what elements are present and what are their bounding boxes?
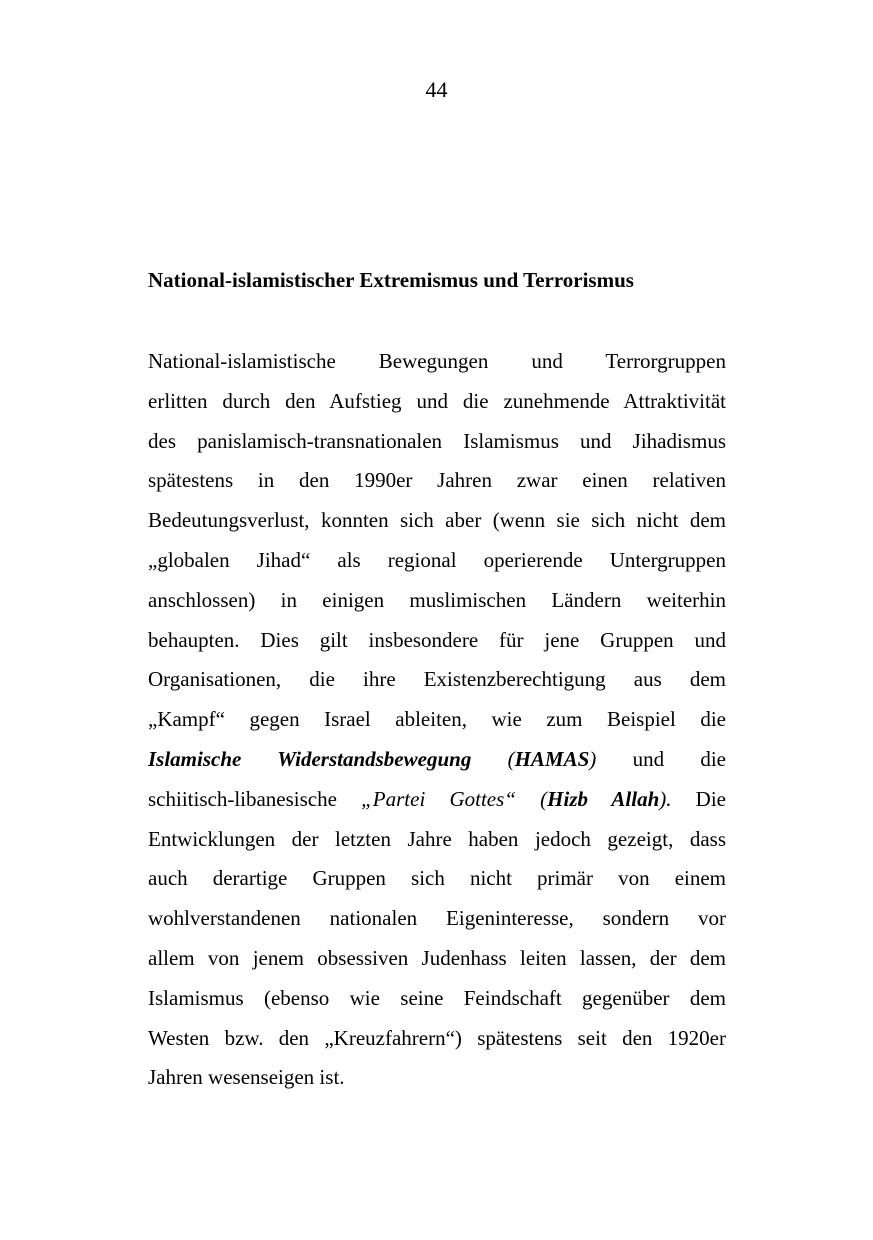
paragraph-line: Organisationen, die ihre Existenzberechtigung aus dem [148, 667, 726, 692]
paragraph-line: erlitten durch den Aufstieg und die zunehmende Attraktivität [148, 388, 726, 413]
paragraph-line: des panislamisch-transnationalen Islamismus und Jihadismus [148, 428, 726, 453]
paren-open: ( [471, 746, 515, 771]
body-paragraph [148, 342, 726, 1098]
paragraph-line: anschlossen) in einigen muslimischen Ländern weiterhin [148, 587, 726, 612]
text-run: Die [671, 786, 726, 811]
paragraph-line: „Kampf“ gegen Israel ableiten, wie zum Beispiel die [148, 707, 726, 732]
text-run: schiitisch-libanesische [148, 786, 362, 811]
paragraph-line [148, 740, 726, 780]
organization-name-partei-gottes: „Partei Gottes“ ( [361, 786, 548, 811]
paragraph-line: National-islamistische Bewegungen und Terrorgruppen [148, 349, 726, 373]
organization-name-hamas-full: Islamische Widerstandsbewegung [148, 746, 472, 771]
page-number: 44 [425, 77, 448, 102]
paren-close: ) [589, 746, 597, 771]
paragraph-line: Islamismus (ebenso wie seine Feindschaft gegenüber dem [148, 985, 726, 1010]
paragraph-line: spätestens in den 1990er Jahren zwar einen relativen [148, 468, 726, 493]
section-heading: National-islamistischer Extremismus und Terrorismus [148, 268, 634, 292]
paragraph-line: Westen bzw. den „Kreuzfahrern“) spätestens seit den 1920er [148, 1025, 726, 1050]
paragraph-line: behaupten. Dies gilt insbesondere für jene Gruppen und [148, 627, 726, 652]
organization-name-hizb-allah: Hizb Allah [547, 786, 660, 811]
paragraph-line: „globalen Jihad“ als regional operierende Untergruppen [148, 547, 726, 572]
paragraph-line: Entwicklungen der letzten Jahre haben jedoch gezeigt, dass [148, 826, 726, 851]
text-run: und die [596, 746, 726, 771]
paragraph-line: allem von jenem obsessiven Judenhass leiten lassen, der dem [148, 945, 726, 970]
paragraph-line: Jahren wesenseigen ist. [148, 1065, 345, 1090]
paragraph-line: Bedeutungsverlust, konnten sich aber (wenn sie sich nicht dem [148, 508, 726, 533]
organization-acronym-hamas: HAMAS [514, 746, 590, 771]
paragraph-line: auch derartige Gruppen sich nicht primär von einem [148, 866, 726, 891]
paragraph-line [148, 780, 726, 820]
paragraph-line: wohlverstandenen nationalen Eigeninteresse, sondern vor [148, 906, 726, 931]
paren-close: ). [659, 786, 672, 811]
